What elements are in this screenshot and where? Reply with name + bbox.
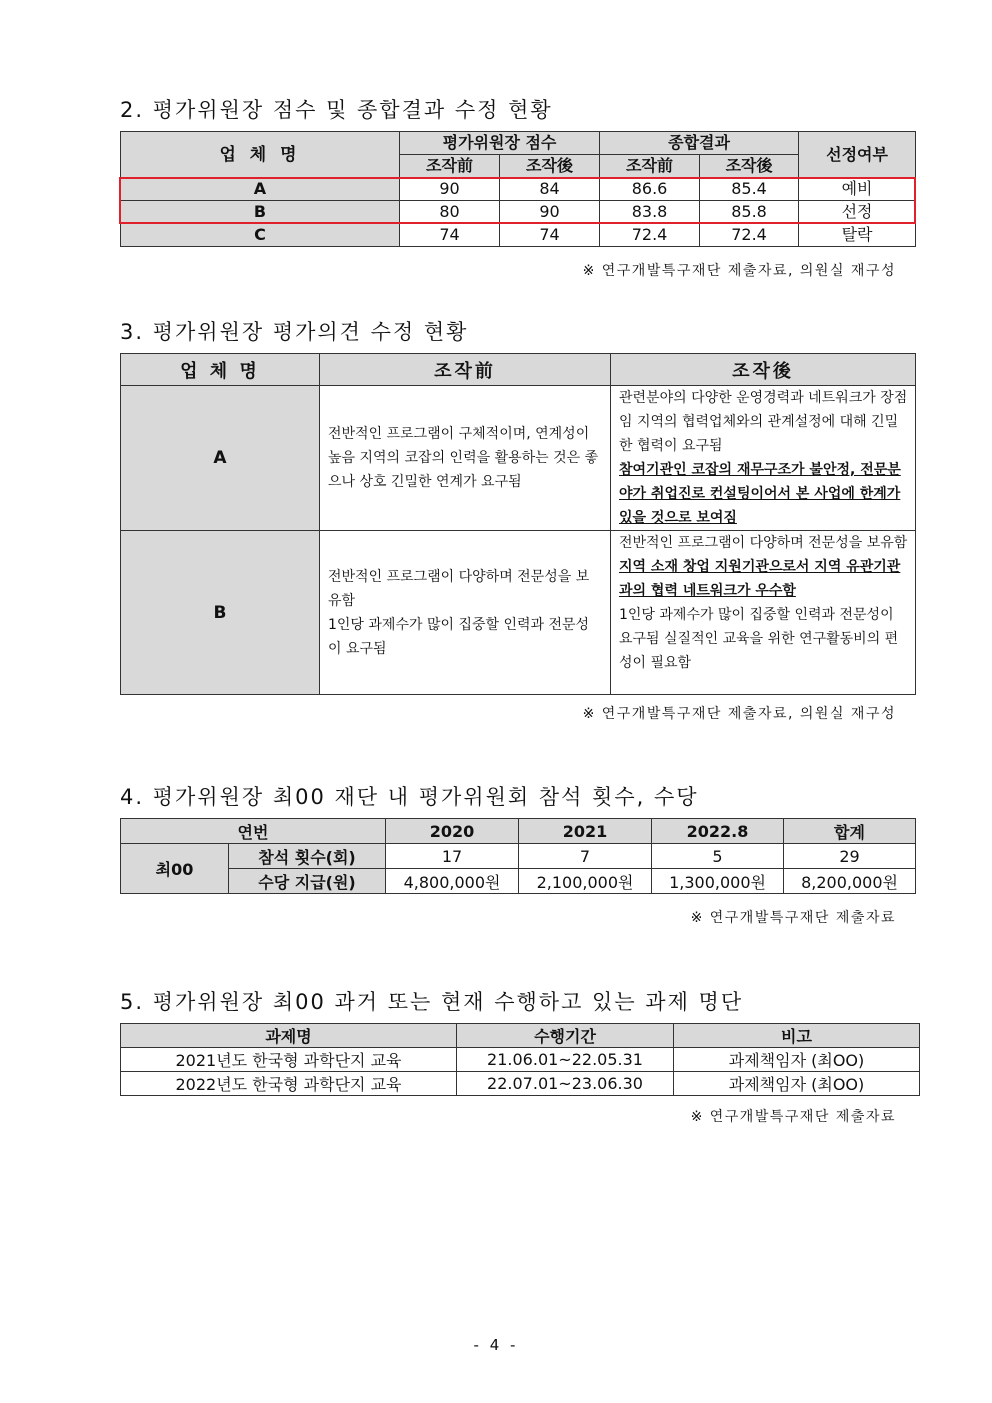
chair-after: 84 xyxy=(500,178,600,201)
header-2020: 2020 xyxy=(386,819,519,844)
company-name: C xyxy=(121,224,400,247)
value-2020: 4,800,000원 xyxy=(386,869,519,894)
header-2022: 2022.8 xyxy=(652,819,784,844)
header-label: 연번 xyxy=(121,819,386,844)
value-2022: 1,300,000원 xyxy=(652,869,784,894)
header-before: 조작前 xyxy=(320,354,611,386)
chair-before: 80 xyxy=(400,201,500,224)
header-overall: 종합결과 xyxy=(600,132,799,155)
overall-after: 72.4 xyxy=(700,224,799,247)
section-5-title: 5. 평가위원장 최00 과거 또는 현재 수행하고 있는 과제 명단 xyxy=(120,990,744,1014)
section-3-note: ※ 연구개발특구재단 제출자료, 의원실 재구성 xyxy=(582,706,896,722)
project-remark: 과제책임자 (최OO) xyxy=(674,1072,920,1096)
opinion-before: 전반적인 프로그램이 구체적이며, 연계성이 높음 지역의 코잡의 인력을 활용하는 것은 좋으나 상호 긴밀한 연계가 요구됨 xyxy=(320,386,611,531)
header-after: 조작後 xyxy=(611,354,916,386)
value-2020: 17 xyxy=(386,844,519,869)
table-row xyxy=(121,386,916,531)
project-name: 2021년도 한국형 과학단지 교육 xyxy=(121,1048,457,1072)
section-4-title: 4. 평가위원장 최00 재단 내 평가위원회 참석 횟수, 수당 xyxy=(120,785,699,809)
opinion-after xyxy=(611,531,916,695)
project-period: 22.07.01~23.06.30 xyxy=(457,1072,674,1096)
header-overall-after: 조작後 xyxy=(700,155,799,178)
table-row xyxy=(121,201,916,224)
header-overall-before: 조작前 xyxy=(600,155,700,178)
chair-before: 90 xyxy=(400,178,500,201)
score-table xyxy=(120,131,916,247)
section-2-title: 2. 평가위원장 점수 및 종합결과 수정 현황 xyxy=(120,98,553,122)
table-row xyxy=(121,869,916,894)
status: 선정 xyxy=(799,201,916,224)
section-4-note: ※ 연구개발특구재단 제출자료 xyxy=(690,910,896,926)
row-label: 수당 지급(원) xyxy=(229,869,386,894)
overall-before: 72.4 xyxy=(600,224,700,247)
value-total: 8,200,000원 xyxy=(784,869,916,894)
overall-after: 85.4 xyxy=(700,178,799,201)
opinion-table xyxy=(120,353,916,695)
section-5-note: ※ 연구개발특구재단 제출자료 xyxy=(690,1109,896,1125)
table-row xyxy=(121,1072,920,1096)
opinion-after-plain-2: 1인당 과제수가 많이 집중할 인력과 전문성이 요구됨 실질적인 교육을 위한 연구활동비의 편성이 필요함 xyxy=(619,607,899,671)
project-remark: 과제책임자 (최OO) xyxy=(674,1048,920,1072)
opinion-after xyxy=(611,386,916,531)
header-total: 합계 xyxy=(784,819,916,844)
value-2022: 5 xyxy=(652,844,784,869)
chair-after: 74 xyxy=(500,224,600,247)
header-chair-before: 조작前 xyxy=(400,155,500,178)
chair-before: 74 xyxy=(400,224,500,247)
opinion-before-line-2: 1인당 과제수가 많이 집중할 인력과 전문성이 요구됨 xyxy=(328,616,590,657)
attendance-table xyxy=(120,818,916,894)
table-row xyxy=(121,531,916,695)
opinion-after-emphasis: 지역 소재 창업 지원기관으로서 지역 유관기관과의 협력 네트워크가 우수함 xyxy=(619,559,901,599)
opinion-before-line-1: 전반적인 프로그램이 다양하며 전문성을 보유함 xyxy=(328,568,590,609)
table-row xyxy=(121,844,916,869)
header-chair-score: 평가위원장 점수 xyxy=(400,132,600,155)
table-row xyxy=(121,178,916,201)
chair-after: 90 xyxy=(500,201,600,224)
opinion-after-plain: 관련분야의 다양한 운영경력과 네트워크가 장점임 지역의 협력업체와의 관계설정에 대해 긴밀한 협력이 요구됨 xyxy=(619,390,908,454)
company-name: A xyxy=(121,386,320,531)
value-2021: 2,100,000원 xyxy=(519,869,652,894)
company-name: B xyxy=(121,531,320,695)
status: 예비 xyxy=(799,178,916,201)
section-3-title: 3. 평가위원장 평가의견 수정 현황 xyxy=(120,320,469,344)
header-chair-after: 조작後 xyxy=(500,155,600,178)
person-name: 최00 xyxy=(121,844,229,894)
status: 탈락 xyxy=(799,224,916,247)
opinion-after-plain: 전반적인 프로그램이 다양하며 전문성을 보유함 xyxy=(619,535,908,551)
page-number: - 4 - xyxy=(473,1336,519,1354)
company-name: A xyxy=(121,178,400,201)
opinion-before xyxy=(320,531,611,695)
opinion-after-emphasis: 참여기관인 코잡의 재무구조가 불안정, 전문분야가 취업진로 컨설팅이어서 본 사업에 한계가 있을 것으로 보여짐 xyxy=(619,462,901,526)
project-period: 21.06.01~22.05.31 xyxy=(457,1048,674,1072)
table-row xyxy=(121,224,916,247)
header-project-name: 과제명 xyxy=(121,1024,457,1048)
header-selected: 선정여부 xyxy=(799,132,916,178)
header-company: 업 체 명 xyxy=(121,354,320,386)
overall-after: 85.8 xyxy=(700,201,799,224)
value-total: 29 xyxy=(784,844,916,869)
project-table xyxy=(120,1023,920,1096)
header-period: 수행기간 xyxy=(457,1024,674,1048)
overall-before: 83.8 xyxy=(600,201,700,224)
company-name: B xyxy=(121,201,400,224)
table-row xyxy=(121,1048,920,1072)
row-label: 참석 횟수(회) xyxy=(229,844,386,869)
header-2021: 2021 xyxy=(519,819,652,844)
value-2021: 7 xyxy=(519,844,652,869)
section-2-note: ※ 연구개발특구재단 제출자료, 의원실 재구성 xyxy=(582,263,896,279)
project-name: 2022년도 한국형 과학단지 교육 xyxy=(121,1072,457,1096)
header-company: 업 체 명 xyxy=(121,132,400,178)
overall-before: 86.6 xyxy=(600,178,700,201)
header-remark: 비고 xyxy=(674,1024,920,1048)
